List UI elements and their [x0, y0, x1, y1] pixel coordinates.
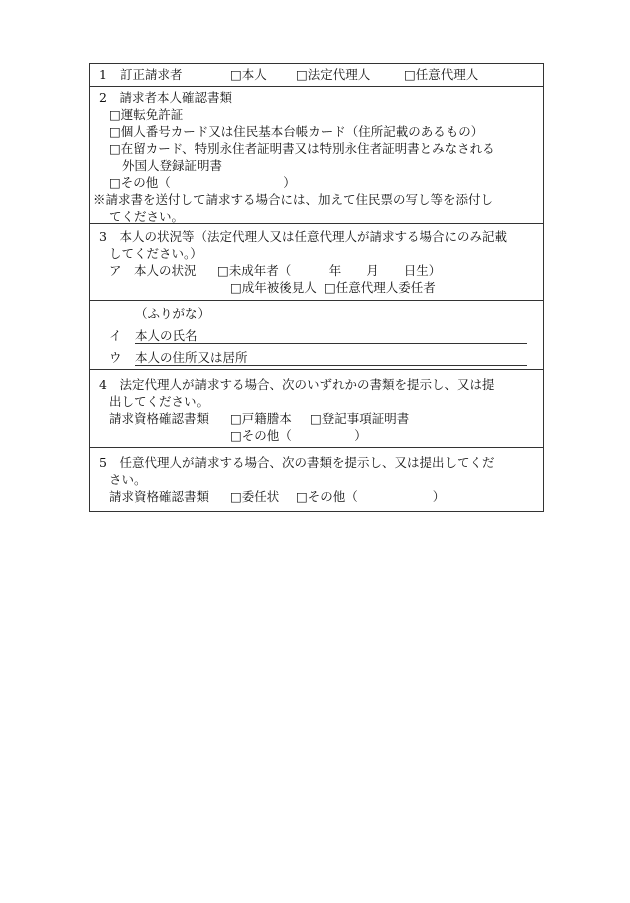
drivers-license-checkbox[interactable]: □運転免許証 [109, 107, 184, 122]
principal-checkbox[interactable]: □任意代理人委任者 [324, 280, 436, 295]
principal-address-field[interactable] [135, 365, 527, 366]
name-prefix: イ [109, 328, 122, 343]
minor-checkbox[interactable]: □未成年者（ 年 月 日生） [217, 263, 442, 278]
section-number: 1 [99, 67, 107, 82]
furigana-label: （ふりがな） [135, 306, 211, 321]
residence-card-checkbox[interactable]: □在留カード、特別永住者証明書又は特別永住者証明書とみなされる [109, 141, 495, 156]
registry-certificate-checkbox[interactable]: □登記事項証明書 [310, 411, 410, 426]
voluntary-agent-heading-cont: さい。 [109, 472, 147, 487]
address-prefix: ウ [109, 350, 122, 365]
voluntary-agent-checkbox[interactable]: □任意代理人 [404, 67, 479, 82]
principal-address-label: 本人の住所又は居所 [135, 350, 248, 365]
adult-ward-checkbox[interactable]: □成年被後見人 [230, 280, 317, 295]
legal-docs-label: 請求資格確認書類 [109, 411, 210, 426]
voluntary-docs-label: 請求資格確認書類 [109, 489, 210, 504]
principal-status-section [90, 223, 543, 300]
principal-status-heading-cont: してください。） [109, 246, 203, 261]
legal-agent-checkbox[interactable]: □法定代理人 [296, 67, 371, 82]
principal-status-heading: 3 本人の状況等（法定代理人又は任意代理人が請求する場合にのみ記載 [99, 229, 507, 244]
principal-status-label: ア 本人の状況 [109, 263, 197, 278]
voluntary-agent-section [90, 447, 543, 511]
principal-identity-section [90, 300, 543, 369]
mail-request-note: ※請求書を送付して請求する場合には、加えて住民票の写し等を添付し [93, 192, 494, 207]
my-number-card-checkbox[interactable]: □個人番号カード又は住民基本台帳カード（住所記載のあるもの） [109, 124, 484, 139]
voluntary-agent-heading: 5 任意代理人が請求する場合、次の書類を提示し、又は提出してくだ [99, 455, 495, 470]
identity-documents-section [90, 86, 543, 223]
other-document-checkbox[interactable]: □その他（ ） [109, 175, 296, 190]
mail-request-note-cont: てください。 [109, 209, 185, 224]
legal-agent-section [90, 369, 543, 447]
correction-request-form [89, 63, 544, 512]
self-checkbox[interactable]: □本人 [230, 67, 267, 82]
principal-name-label: 本人の氏名 [135, 328, 198, 343]
voluntary-other-checkbox[interactable]: □その他（ ） [296, 489, 446, 504]
legal-agent-heading: 4 法定代理人が請求する場合、次のいずれかの書類を提示し、又は提 [99, 377, 495, 392]
power-of-attorney-checkbox[interactable]: □委任状 [230, 489, 280, 504]
identity-documents-heading: 2 請求者本人確認書類 [99, 90, 232, 105]
legal-agent-heading-cont: 出してください。 [109, 394, 210, 409]
requester-section [90, 64, 543, 86]
legal-other-checkbox[interactable]: □その他（ ） [230, 428, 367, 443]
residence-card-label-cont: 外国人登録証明書 [122, 158, 223, 173]
family-register-checkbox[interactable]: □戸籍謄本 [230, 411, 292, 426]
requester-label: 訂正請求者 [120, 67, 183, 82]
principal-name-field[interactable] [135, 343, 527, 344]
